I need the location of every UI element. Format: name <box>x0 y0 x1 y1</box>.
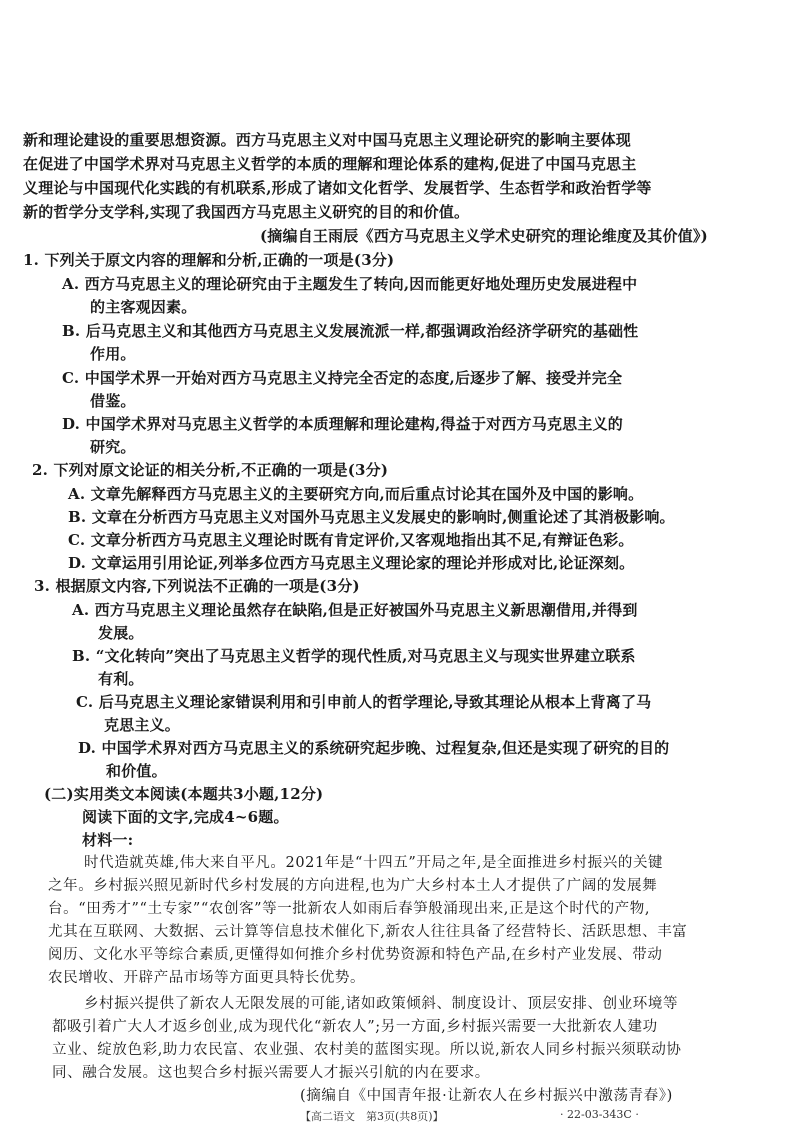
q1-option-a-cont: 的主客观因素。 <box>90 298 197 316</box>
q2-option-a: A. 文章先解释西方马克思主义的主要研究方向,而后重点讨论其在国外及中国的影响。 <box>68 485 644 503</box>
material-line: 时代造就英雄,伟大来自平凡。2021年是“十四五”开局之年,是全面推进乡村振兴的关键 <box>84 855 664 871</box>
q2-option-b: B. 文章在分析西方马克思主义对国外马克思主义发展史的影响时,侧重论述了其消极影响。 <box>68 508 675 526</box>
page-footer-left: 【高二语文 第3页(共8页)】 <box>300 1110 444 1123</box>
passage-line: 新和理论建设的重要思想资源。西方马克思主义对中国马克思主义理论研究的影响主要体现 <box>23 131 632 149</box>
material-line: 立业、绽放色彩,助力农民富、农业强、农村美的蓝图实现。所以说,新农人同乡村振兴须联动协 <box>52 1042 682 1058</box>
q3-option-d-cont: 和价值。 <box>106 762 167 780</box>
q3-option-b: B. “文化转向”突出了马克思主义哲学的现代性质,对马克思主义与现实世界建立联系 <box>72 647 636 665</box>
section-title: (二)实用类文本阅读(本题共3小题,12分) <box>44 785 324 803</box>
material-line: 乡村振兴提供了新农人无限发展的可能,诸如政策倾斜、制度设计、顶层安排、创业环境等 <box>84 996 679 1012</box>
source-citation: (摘编自《中国青年报·让新农人在乡村振兴中激荡青春》) <box>300 1088 673 1104</box>
material-label: 材料一: <box>82 831 134 849</box>
q1-option-b-cont: 作用。 <box>90 345 136 363</box>
source-citation: (摘编自王雨辰《西方马克思主义学术史研究的理论维度及其价值》) <box>260 227 708 245</box>
q1-option-c: C. 中国学术界一开始对西方马克思主义持完全否定的态度,后逐步了解、接受并完全 <box>62 369 623 387</box>
passage-line: 义理论与中国现代化实践的有机联系,形成了诸如文化哲学、发展哲学、生态哲学和政治哲学等 <box>23 179 652 197</box>
q1-option-b: B. 后马克思主义和其他西方马克思主义发展流派一样,都强调政治经济学研究的基础性 <box>62 322 639 340</box>
material-line: 都吸引着广大人才返乡创业,成为现代化“新农人”;另一方面,乡村振兴需要一大批新农人建功 <box>52 1019 658 1035</box>
q1-option-a: A. 西方马克思主义的理论研究由于主题发生了转向,因而能更好地处理历史发展进程中 <box>62 275 638 293</box>
q2-option-c: C. 文章分析西方马克思主义理论时既有肯定评价,又客观地指出其不足,有辩证色彩。 <box>68 531 634 549</box>
passage-line: 新的哲学分支学科,实现了我国西方马克思主义研究的目的和价值。 <box>23 203 470 221</box>
question-3-stem: 3. 根据原文内容,下列说法不正确的一项是(3分) <box>34 577 360 595</box>
q1-option-c-cont: 借鉴。 <box>90 392 136 410</box>
section-instruction: 阅读下面的文字,完成4~6题。 <box>82 808 289 826</box>
q3-option-b-cont: 有利。 <box>98 670 144 688</box>
material-line: 同、融合发展。这也契合乡村振兴需要人才振兴引航的内在要求。 <box>52 1065 490 1081</box>
material-line: 阅历、文化水平等综合素质,更懂得如何推介乡村优势资源和特色产品,在乡村产业发展、带动 <box>48 947 663 963</box>
page-footer-right: · 22-03-343C · <box>560 1108 639 1121</box>
passage-line: 在促进了中国学术界对马克思主义哲学的本质的理解和理论体系的建构,促进了中国马克思主 <box>23 155 637 173</box>
q3-option-d: D. 中国学术界对西方马克思主义的系统研究起步晚、过程复杂,但还是实现了研究的目的 <box>78 739 670 757</box>
material-line: 尤其在互联网、大数据、云计算等信息技术催化下,新农人往往具备了经营特长、活跃思想、丰富 <box>48 924 688 940</box>
q3-option-a-cont: 发展。 <box>98 624 144 642</box>
q1-option-d-cont: 研究。 <box>90 438 136 456</box>
q3-option-c-cont: 克思主义。 <box>104 716 181 734</box>
question-1-stem: 1. 下列关于原文内容的理解和分析,正确的一项是(3分) <box>23 251 395 269</box>
material-line: 之年。乡村振兴照见新时代乡村发展的方向进程,也为广大乡村本土人才提供了广阔的发展舞 <box>48 878 658 894</box>
q3-option-c: C. 后马克思主义理论家错误利用和引申前人的哲学理论,导致其理论从根本上背离了马 <box>76 693 652 711</box>
question-2-stem: 2. 下列对原文论证的相关分析,不正确的一项是(3分) <box>32 461 389 479</box>
material-line: 农民增收、开辟产品市场等方面更具特长优势。 <box>48 970 366 986</box>
q3-option-a: A. 西方马克思主义理论虽然存在缺陷,但是正好被国外马克思主义新思潮借用,并得到 <box>72 601 638 619</box>
q2-option-d: D. 文章运用引用论证,列举多位西方马克思主义理论家的理论并形成对比,论证深刻。 <box>68 554 635 572</box>
q1-option-d: D. 中国学术界对马克思主义哲学的本质理解和理论建构,得益于对西方马克思主义的 <box>62 415 623 433</box>
material-line: 台。“田秀才”“土专家”“农创客”等一批新农人如雨后春笋般涌现出来,正是这个时代的产物, <box>48 901 651 917</box>
